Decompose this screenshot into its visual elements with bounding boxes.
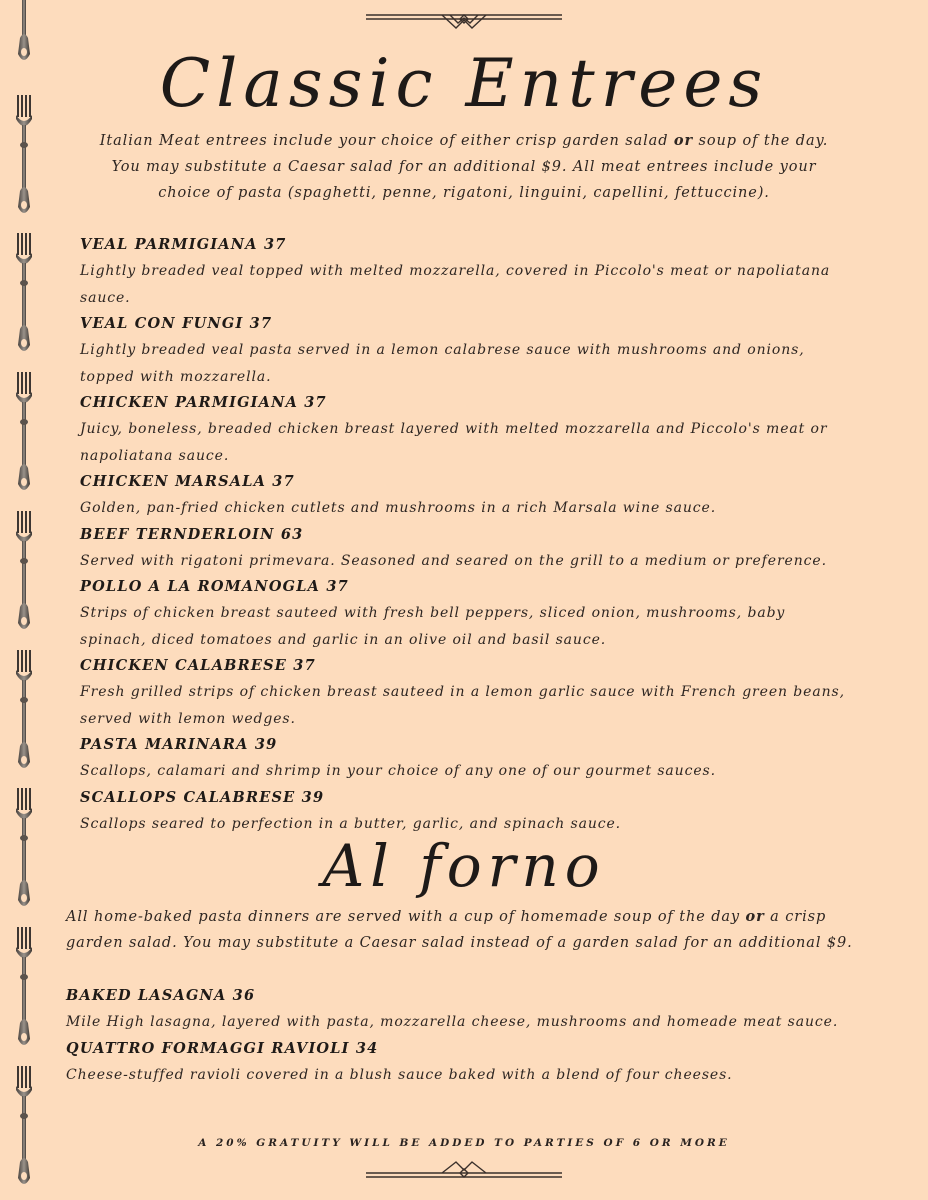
menu-item bbox=[66, 983, 846, 1036]
menu-item-description: Scallops seared to perfection in a butter, garlic, and spinach sauce. bbox=[80, 815, 622, 832]
menu-item bbox=[80, 469, 850, 522]
intro-bold-or: or bbox=[673, 132, 694, 149]
menu-item bbox=[80, 311, 850, 390]
menu-item bbox=[66, 1036, 846, 1089]
menu-item-name: SCALLOPS CALABRESE 39 bbox=[80, 788, 325, 806]
intro-text: a crisp garden salad. You may substitute a Caesar salad instead of a garden salad for an additional $9. bbox=[66, 909, 853, 951]
menu-item-description: Fresh grilled strips of chicken breast sauteed in a lemon garlic sauce with French green beans, served with lemon wedges. bbox=[80, 684, 845, 727]
menu-item-name: BEEF TERNDERLOIN 63 bbox=[80, 525, 304, 543]
classic-entrees-title: Classic Entrees bbox=[159, 45, 769, 122]
menu-item-description: Cheese-stuffed ravioli covered in a blush sauce baked with a blend of four cheeses. bbox=[66, 1066, 733, 1083]
menu-item-name: CHICKEN MARSALA 37 bbox=[80, 473, 295, 490]
menu-item-name: POLLO A LA ROMANOGLA 37 bbox=[80, 578, 349, 595]
menu-item-name: CHICKEN PARMIGIANA 37 bbox=[80, 394, 327, 411]
menu-item bbox=[80, 522, 850, 575]
classic-entrees-intro bbox=[90, 128, 838, 206]
menu-item-name: CHICKEN CALABRESE 37 bbox=[80, 657, 316, 674]
intro-text: Italian Meat entrees include your choice of either crisp garden salad bbox=[99, 133, 674, 149]
fork-border-decoration bbox=[8, 0, 44, 1200]
menu-item-name: QUATTRO FORMAGGI RAVIOLI 34 bbox=[66, 1039, 379, 1057]
menu-item-name: PASTA MARINARA 39 bbox=[80, 736, 278, 753]
menu-item-description: Strips of chicken breast sauteed with fresh bell peppers, sliced onion, mushrooms, baby spinach, diced tomatoes and garlic in an olive oil and basil sauce. bbox=[80, 605, 786, 648]
menu-item-name: BAKED LASAGNA 36 bbox=[66, 987, 256, 1004]
classic-entrees-list bbox=[80, 232, 850, 837]
menu-item bbox=[80, 574, 850, 653]
menu-item bbox=[80, 390, 850, 469]
menu-item-description: Lightly breaded veal topped with melted mozzarella, covered in Piccolo's meat or napoliatana sauce. bbox=[80, 263, 831, 306]
gratuity-notice: A 20% GRATUITY WILL BE ADDED TO PARTIES OF 6 OR MORE bbox=[198, 1137, 730, 1149]
menu-item-description: Scallops, calamari and shrimp in your choice of any one of our gourmet sauces. bbox=[80, 763, 716, 779]
menu-item-description: Golden, pan-fried chicken cutlets and mushrooms in a rich Marsala wine sauce. bbox=[80, 500, 717, 516]
al-forno-title: Al forno bbox=[322, 832, 606, 900]
al-forno-intro bbox=[66, 904, 866, 956]
menu-item-name: VEAL CON FUNGI 37 bbox=[80, 315, 273, 332]
al-forno-list bbox=[66, 983, 846, 1088]
top-ornament bbox=[366, 4, 562, 32]
bottom-ornament bbox=[366, 1160, 562, 1188]
menu-item bbox=[80, 653, 850, 732]
menu-item-description: Juicy, boneless, breaded chicken breast layered with melted mozzarella and Piccolo's meat or napoliatana sauce. bbox=[80, 421, 828, 464]
intro-text: soup of the day. You may substitute a Caesar salad for an additional $9. All meat entrees include your choice of pasta (spaghetti, penne, rigatoni, linguini, capellini, fettuccine). bbox=[111, 133, 829, 201]
intro-text: All home-baked pasta dinners are served with a cup of homemade soup of the day bbox=[66, 909, 746, 925]
menu-item bbox=[80, 232, 850, 311]
menu-item bbox=[80, 732, 850, 785]
menu-item-description: Lightly breaded veal pasta served in a lemon calabrese sauce with mushrooms and onions, topped with mozzarella. bbox=[80, 342, 805, 385]
menu-item-description: Served with rigatoni primevara. Seasoned and seared on the grill to a medium or preference. bbox=[80, 552, 827, 569]
menu-item-name: VEAL PARMIGIANA 37 bbox=[80, 236, 287, 253]
intro-bold-or: or bbox=[745, 908, 765, 925]
menu-item-description: Mile High lasagna, layered with pasta, mozzarella cheese, mushrooms and homeade meat sauce. bbox=[66, 1014, 839, 1030]
